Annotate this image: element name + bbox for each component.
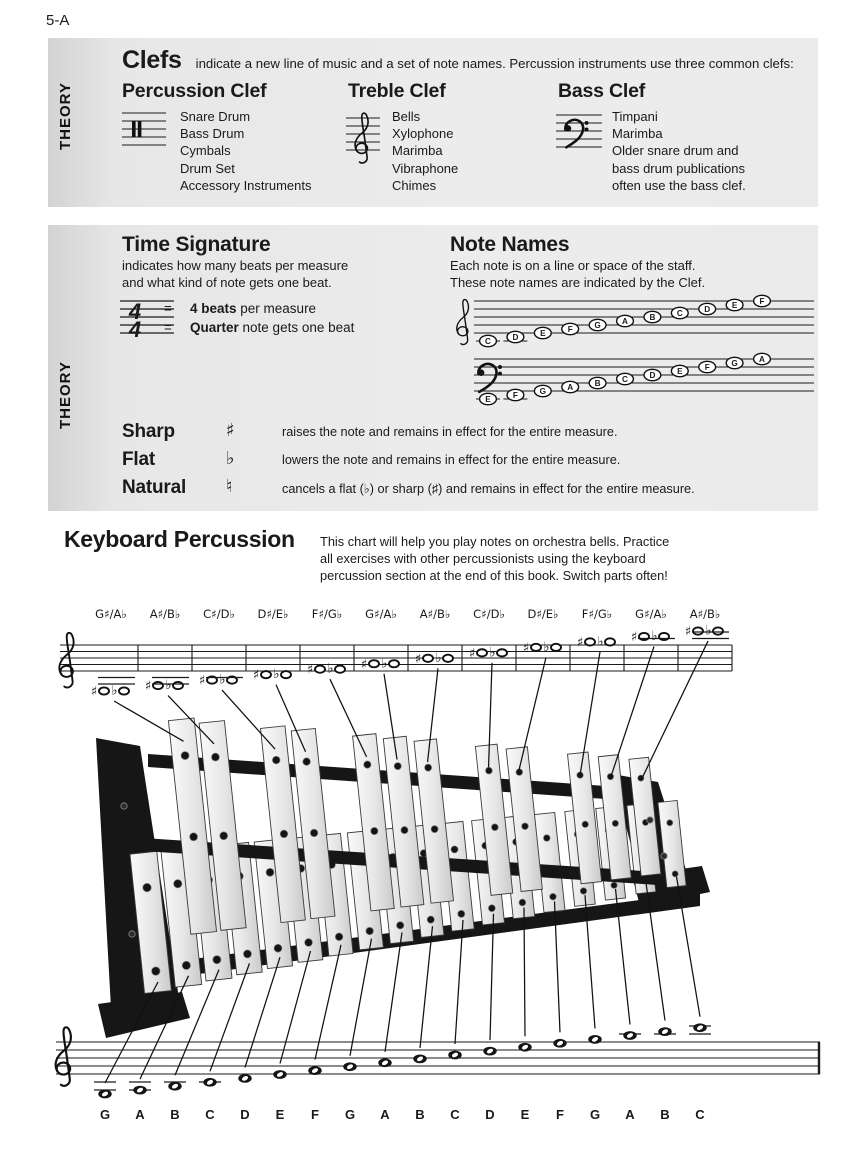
sharp-sign: ♯ xyxy=(414,651,422,667)
sharp-icon: ♯ xyxy=(226,420,235,441)
flat-note-head xyxy=(119,687,129,694)
flat-sign: ♭ xyxy=(111,683,118,699)
sharp-note-head xyxy=(261,671,271,678)
note-letter: G xyxy=(589,1107,601,1122)
note-names-title: Note Names xyxy=(450,233,570,256)
note-letter: C xyxy=(450,1107,460,1122)
svg-text:D: D xyxy=(512,332,519,342)
leader-line xyxy=(330,679,367,757)
clefs-title-row xyxy=(122,46,794,75)
accidental-label: F♯/G♭ xyxy=(311,607,343,621)
svg-text:4: 4 xyxy=(128,299,142,324)
sharp-note-head xyxy=(369,660,379,667)
flat-note-head xyxy=(389,660,399,667)
bass-clef-glyph xyxy=(565,120,589,147)
frame-screw xyxy=(661,853,667,859)
flat-label: Flat xyxy=(122,449,155,470)
quarter-rest: note gets one beat xyxy=(238,320,355,335)
clefs-title: Clefs xyxy=(122,46,182,74)
sharp-sign: ♯ xyxy=(522,640,530,656)
flat-note-head xyxy=(173,682,183,689)
theory-sidebar-label: THEORY xyxy=(57,82,74,150)
flat-sign: ♭ xyxy=(435,650,442,666)
bar-cord-hole xyxy=(220,832,228,840)
percussion-clef-icon xyxy=(122,110,166,194)
flat-note-head xyxy=(713,627,723,634)
bar-cord-hole xyxy=(543,835,550,842)
accidental-label: F♯/G♭ xyxy=(581,607,613,621)
desc-line: all exercises with other percussionists using the keyboard xyxy=(320,551,646,566)
bar-cord-hole xyxy=(427,916,434,923)
accidental-label: A♯/B♭ xyxy=(149,607,181,621)
sharp-label: Sharp xyxy=(122,421,175,442)
bar-cord-hole xyxy=(519,899,526,906)
accidental-label: A♯/B♭ xyxy=(419,607,451,621)
bar-cord-hole xyxy=(152,967,160,975)
bar-cord-hole xyxy=(394,763,401,770)
equals-sign: = xyxy=(164,301,172,316)
note-names-description xyxy=(450,258,705,291)
list-item: Older snare drum and xyxy=(612,143,739,159)
frame-screw xyxy=(129,931,135,937)
sharp-note-head xyxy=(585,638,595,645)
bar-cord-hole xyxy=(310,829,317,836)
bar-cord-hole xyxy=(364,761,371,768)
note-letter: B xyxy=(415,1107,425,1122)
flat-sign: ♭ xyxy=(165,678,172,694)
accidental-label: C♯/D♭ xyxy=(473,607,505,621)
bar-cord-hole xyxy=(182,961,190,969)
bar-cord-hole xyxy=(486,767,493,774)
sharp-note-head xyxy=(423,655,433,662)
time-signature-theory-box xyxy=(48,225,818,511)
flat-sign: ♭ xyxy=(381,656,388,672)
leader-line xyxy=(641,641,708,780)
sharp-sign: ♯ xyxy=(144,679,152,695)
sharp-note-head xyxy=(315,666,325,673)
flat-sign: ♭ xyxy=(489,645,496,661)
svg-text:G: G xyxy=(594,320,601,330)
accidental-label: D♯/E♭ xyxy=(527,607,559,621)
accidental-label: A♯/B♭ xyxy=(689,607,721,621)
note-letter: D xyxy=(485,1107,495,1122)
svg-text:F: F xyxy=(704,362,710,372)
bar-cord-hole xyxy=(582,821,588,827)
svg-text:A: A xyxy=(622,316,628,326)
bar-cord-hole xyxy=(371,827,378,834)
clefs-theory-box xyxy=(48,38,818,207)
bar-cord-hole xyxy=(174,880,182,888)
sharp-sign: ♯ xyxy=(90,684,98,700)
natural-label: Natural xyxy=(122,477,187,498)
leader-line xyxy=(350,939,372,1056)
leader-line xyxy=(420,926,433,1048)
treble-clef-glyph xyxy=(355,113,368,163)
note-letter: G xyxy=(344,1107,356,1122)
desc-line: These note names are indicated by the Clef. xyxy=(450,274,706,290)
beats-bold: 4 beats xyxy=(190,301,237,316)
flat-sign: ♭ xyxy=(219,672,226,688)
svg-text:B: B xyxy=(649,312,656,322)
accidental-label: C♯/D♭ xyxy=(203,607,235,621)
list-item: Xylophone xyxy=(392,126,454,142)
leader-line xyxy=(222,690,275,749)
bar-cord-hole xyxy=(491,824,498,831)
note-letter: D xyxy=(240,1107,250,1122)
accidental-label: G♯/A♭ xyxy=(365,607,397,621)
note-letter: A xyxy=(380,1107,390,1122)
flat-sign: ♭ xyxy=(543,639,550,655)
desc-line: Each note is on a line or space of the staff. xyxy=(450,258,696,273)
list-item: Bells xyxy=(392,109,421,124)
bar-cord-hole xyxy=(266,868,274,876)
accidental-label: G♯/A♭ xyxy=(95,607,127,621)
desc-line: indicates how many beats per measure xyxy=(122,258,349,273)
bar-cord-hole xyxy=(272,756,280,764)
list-item: Accessory Instruments xyxy=(180,177,312,193)
sharp-note-head xyxy=(531,644,541,651)
flat-sign: ♭ xyxy=(597,634,604,650)
bar-cord-hole xyxy=(303,758,310,765)
bar-cord-hole xyxy=(611,882,617,888)
svg-text:F: F xyxy=(567,324,573,334)
flat-description: lowers the note and remains in effect for the entire measure. xyxy=(282,453,621,467)
bar-cord-hole xyxy=(212,753,220,761)
sharp-note-head xyxy=(99,687,109,694)
bass-clef-icon xyxy=(556,110,602,194)
sharp-sign: ♯ xyxy=(468,646,476,662)
quarter-bold: Quarter xyxy=(190,320,239,335)
percussion-clef-bar xyxy=(138,121,142,137)
treble-clef-instruments xyxy=(392,108,458,194)
note-letter: C xyxy=(205,1107,215,1122)
note-letter: B xyxy=(660,1107,670,1122)
percussion-clef-bar xyxy=(132,121,136,137)
leader-line xyxy=(519,657,546,770)
list-item: often use the bass clef. xyxy=(612,177,746,193)
bar-cord-hole xyxy=(550,893,557,900)
note-letter: E xyxy=(275,1107,285,1122)
natural-description: cancels a flat (♭) or sharp (♯) and remains in effect for the entire measure. xyxy=(282,482,695,496)
list-item: Timpani xyxy=(612,109,658,124)
flat-note-head xyxy=(497,649,507,656)
leader-line xyxy=(580,652,600,775)
bass-clef-heading: Bass Clef xyxy=(558,80,646,102)
svg-text:C: C xyxy=(622,374,628,384)
treble-clef-icon xyxy=(344,104,380,194)
desc-line: and what kind of note gets one beat. xyxy=(122,274,332,290)
sharp-sign: ♯ xyxy=(360,657,368,673)
page-number: 5-A xyxy=(46,12,70,29)
svg-text:D: D xyxy=(649,370,656,380)
note-letter: G xyxy=(99,1107,111,1122)
svg-text:E: E xyxy=(485,394,491,404)
svg-text:G: G xyxy=(539,386,546,396)
svg-text:A: A xyxy=(567,382,574,392)
flat-icon: ♭ xyxy=(226,448,235,469)
accidental-label: D♯/E♭ xyxy=(257,607,289,621)
note-letter: A xyxy=(135,1107,145,1122)
bar-cord-hole xyxy=(190,833,198,841)
sharp-description: raises the note and remains in effect for the entire measure. xyxy=(282,425,618,439)
bar-cord-hole xyxy=(580,888,586,894)
note-letter: F xyxy=(556,1107,564,1122)
svg-text:C: C xyxy=(676,308,683,318)
bells-diagram xyxy=(0,592,864,1152)
list-item: bass drum publications xyxy=(612,160,745,176)
bar-cord-hole xyxy=(458,910,465,917)
treble-clef-glyph xyxy=(457,300,469,345)
svg-text:D: D xyxy=(704,304,711,314)
bar-cord-hole xyxy=(451,846,458,853)
bar-cord-hole xyxy=(143,883,151,891)
sharp-sign: ♯ xyxy=(684,624,692,640)
percussion-clef-column xyxy=(122,110,312,194)
bar-cord-hole xyxy=(213,956,221,964)
bass-clef-instruments xyxy=(612,108,746,194)
time-signature-row xyxy=(164,301,316,316)
sharp-note-head xyxy=(693,627,703,634)
sharp-sign: ♯ xyxy=(306,662,314,678)
theory-sidebar-label: THEORY xyxy=(57,361,74,429)
treble-clef-glyph xyxy=(59,633,73,688)
keyboard-percussion-description xyxy=(320,533,680,584)
note-names-staves xyxy=(448,293,818,413)
treble-clef-glyph xyxy=(56,1027,71,1086)
flat-sign: ♭ xyxy=(327,661,334,677)
bar-cord-hole xyxy=(401,827,408,834)
bass-clef-column xyxy=(556,110,746,194)
bar-cord-hole xyxy=(305,939,313,947)
bass-clef-glyph xyxy=(478,364,502,392)
flat-note-head xyxy=(281,671,291,678)
bar-cord-hole xyxy=(243,950,251,958)
time-signature-row xyxy=(164,320,354,335)
flat-sign: ♭ xyxy=(651,629,658,644)
list-item: Drum Set xyxy=(180,160,235,176)
note-letter: F xyxy=(311,1107,319,1122)
svg-text:F: F xyxy=(512,390,518,400)
frame-screw xyxy=(647,817,653,823)
accidental-label: G♯/A♭ xyxy=(635,607,667,621)
bar-cord-hole xyxy=(335,933,343,941)
bar-cord-hole xyxy=(488,905,495,912)
svg-text:E: E xyxy=(540,328,546,338)
list-item: Cymbals xyxy=(180,143,231,159)
bar-cord-hole xyxy=(280,830,288,838)
list-item: Vibraphone xyxy=(392,160,459,176)
flat-sign: ♭ xyxy=(705,623,712,639)
sharp-note-head xyxy=(153,682,163,689)
keyboard-percussion-title: Keyboard Percussion xyxy=(64,526,295,552)
list-item: Marimba xyxy=(612,126,663,142)
bar-cord-hole xyxy=(612,820,618,826)
svg-text:E: E xyxy=(677,366,683,376)
sharp-sign: ♯ xyxy=(198,673,206,689)
leader-line xyxy=(385,932,402,1051)
svg-text:F: F xyxy=(759,296,765,306)
percussion-clef-heading: Percussion Clef xyxy=(122,80,267,102)
leader-line xyxy=(280,951,311,1064)
flat-note-head xyxy=(443,655,453,662)
bar-cord-hole xyxy=(522,823,529,830)
sharp-note-head xyxy=(477,649,487,656)
flat-note-head xyxy=(335,666,345,673)
bar-cord-hole xyxy=(667,820,673,826)
note-letter: C xyxy=(695,1107,705,1122)
flat-note-head xyxy=(605,638,615,645)
svg-text:C: C xyxy=(485,336,491,346)
bar-cord-hole xyxy=(672,871,678,877)
sharp-sign: ♯ xyxy=(576,635,584,651)
note-letter: B xyxy=(170,1107,180,1122)
list-item: Bass Drum xyxy=(180,126,245,142)
bar-cord-hole xyxy=(431,826,438,833)
equals-sign: = xyxy=(164,320,172,335)
flat-sign: ♭ xyxy=(273,667,280,683)
clefs-intro: indicate a new line of music and a set of note names. Percussion instruments use three common clefs: xyxy=(195,56,794,71)
bar-cord-hole xyxy=(181,752,189,760)
flat-note-head xyxy=(551,644,561,651)
svg-text:A: A xyxy=(759,354,765,364)
treble-clef-heading: Treble Clef xyxy=(348,80,446,102)
percussion-clef-instruments xyxy=(180,108,312,194)
svg-text:B: B xyxy=(594,378,601,388)
bar-cord-hole xyxy=(425,764,432,771)
list-item: Snare Drum xyxy=(180,109,251,124)
list-item: Marimba xyxy=(392,143,443,159)
natural-icon: ♮ xyxy=(226,476,233,497)
note-letter: E xyxy=(520,1107,530,1122)
sharp-sign: ♯ xyxy=(252,668,260,684)
svg-text:E: E xyxy=(731,300,738,310)
bar-cord-hole xyxy=(397,922,404,929)
time-signature-title: Time Signature xyxy=(122,233,271,256)
desc-line: percussion section at the end of this book. Switch parts often! xyxy=(320,568,668,583)
time-signature-description xyxy=(122,258,348,291)
sharp-sign: ♯ xyxy=(630,630,638,645)
bar-cord-hole xyxy=(274,944,282,952)
treble-clef-column xyxy=(344,104,458,194)
frame-screw xyxy=(121,803,127,809)
svg-text:G: G xyxy=(731,358,738,368)
note-letter: A xyxy=(625,1107,635,1122)
desc-line: This chart will help you play notes on orchestra bells. Practice xyxy=(320,534,670,549)
bar-cord-hole xyxy=(366,927,373,934)
beats-rest: per measure xyxy=(236,301,317,316)
svg-text:4: 4 xyxy=(128,317,142,341)
list-item: Chimes xyxy=(392,177,437,193)
